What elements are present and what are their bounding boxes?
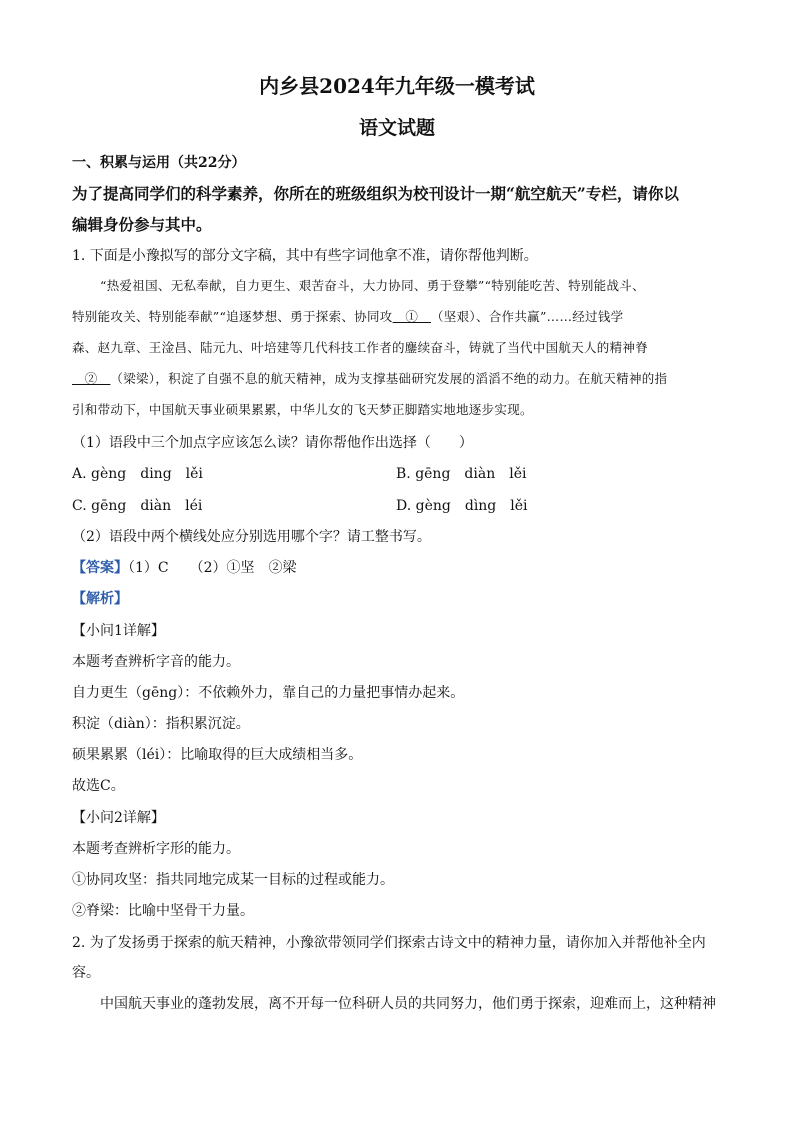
sub1-line-5: 故选C。	[72, 778, 125, 794]
sub2-line-1: 本题考查辨析字形的能力。	[72, 841, 240, 857]
answer-label: 【答案】	[72, 560, 128, 576]
section-heading: 一、积累与运用（共22分）	[72, 155, 246, 171]
answer-text: （1）C （2）①坚 ②梁	[128, 560, 297, 576]
sub1-line-3: 积淀（diàn）：指积累沉淀。	[72, 716, 250, 732]
question-2-line-3: 中国航天事业的蓬勃发展，离不开每一位科研人员的共同努力，他们勇于探索，迎难而上，这种精神	[100, 996, 716, 1012]
blank-2: ②	[72, 371, 111, 386]
sub2-line-3: ②脊梁：比喻中坚骨干力量。	[72, 903, 254, 919]
sub1-line-4: 硕果累累（léi）：比喻取得的巨大成绩相当多。	[72, 747, 363, 763]
option-a: A. gèng ding lěi	[72, 466, 203, 482]
passage-line-2: 特别能攻关、特别能奉献”“追逐梦想、勇于探索、协同攻 ① （坚艰）、合作共赢”……经过钱学	[72, 309, 624, 324]
blank-1: ①	[392, 309, 431, 324]
option-b: B. gēng diàn lěi	[396, 466, 527, 482]
option-c: C. gēng diàn léi	[72, 498, 203, 514]
passage-line-5: 引和带动下，中国航天事业硕果累累，中华儿女的飞天梦正脚踏实地地逐步实现。	[72, 402, 533, 417]
page-subtitle: 语文试题	[358, 117, 435, 139]
sub1-line-2: 自力更生（gēng）：不依赖外力，靠自己的力量把事情办起来。	[72, 685, 465, 701]
question-1: 1. 下面是小豫拟写的部分文字稿，其中有些字词他拿不准，请你帮他判断。	[72, 248, 538, 264]
question-1-1: （1）语段中三个加点字应该怎么读？请你帮他作出选择（ ）	[72, 435, 473, 451]
sub1-line-1: 本题考查辨析字音的能力。	[72, 654, 240, 670]
sub2-label: 【小问2详解】	[72, 810, 165, 826]
question-1-2: （2）语段中两个横线处应分别选用哪个字？请工整书写。	[72, 529, 431, 545]
question-2-line-2: 容。	[72, 965, 100, 981]
sub2-line-2: ①协同攻坚：指共同地完成某一目标的过程或能力。	[72, 872, 394, 888]
sub1-label: 【小问1详解】	[72, 623, 165, 639]
passage-line-4: ② （梁梁），积淀了自强不息的航天精神，成为支撑基础研究发展的滔滔不绝的动力。在航天精神的指	[72, 371, 668, 386]
passage-line-3: 森、赵九章、王淦昌、陆元九、叶培建等几代科技工作者的鏖续奋斗，铸就了当代中国航天人的精神脊	[72, 340, 649, 355]
intro-line-1: 为了提高同学们的科学素养，你所在的班级组织为校刊设计一期“航空航天”专栏，请你以	[72, 184, 679, 203]
analysis-label: 【解析】	[72, 591, 128, 607]
intro-line-2: 编辑身份参与其中。	[72, 215, 212, 234]
passage-line-1: “热爱祖国、无私奉献，自力更生、艰苦奋斗，大力协同、勇于登攀”“特别能吃苦、特别能战斗、	[100, 278, 645, 293]
answer-line	[72, 557, 297, 577]
page-title: 内乡县2024年九年级一模考试	[259, 74, 535, 98]
question-2-line-1: 2. 为了发扬勇于探索的航天精神，小豫欲带领同学们探索古诗文中的精神力量，请你加入并帮他补全内	[72, 935, 706, 951]
option-d: D. gèng dìng lěi	[396, 498, 528, 514]
